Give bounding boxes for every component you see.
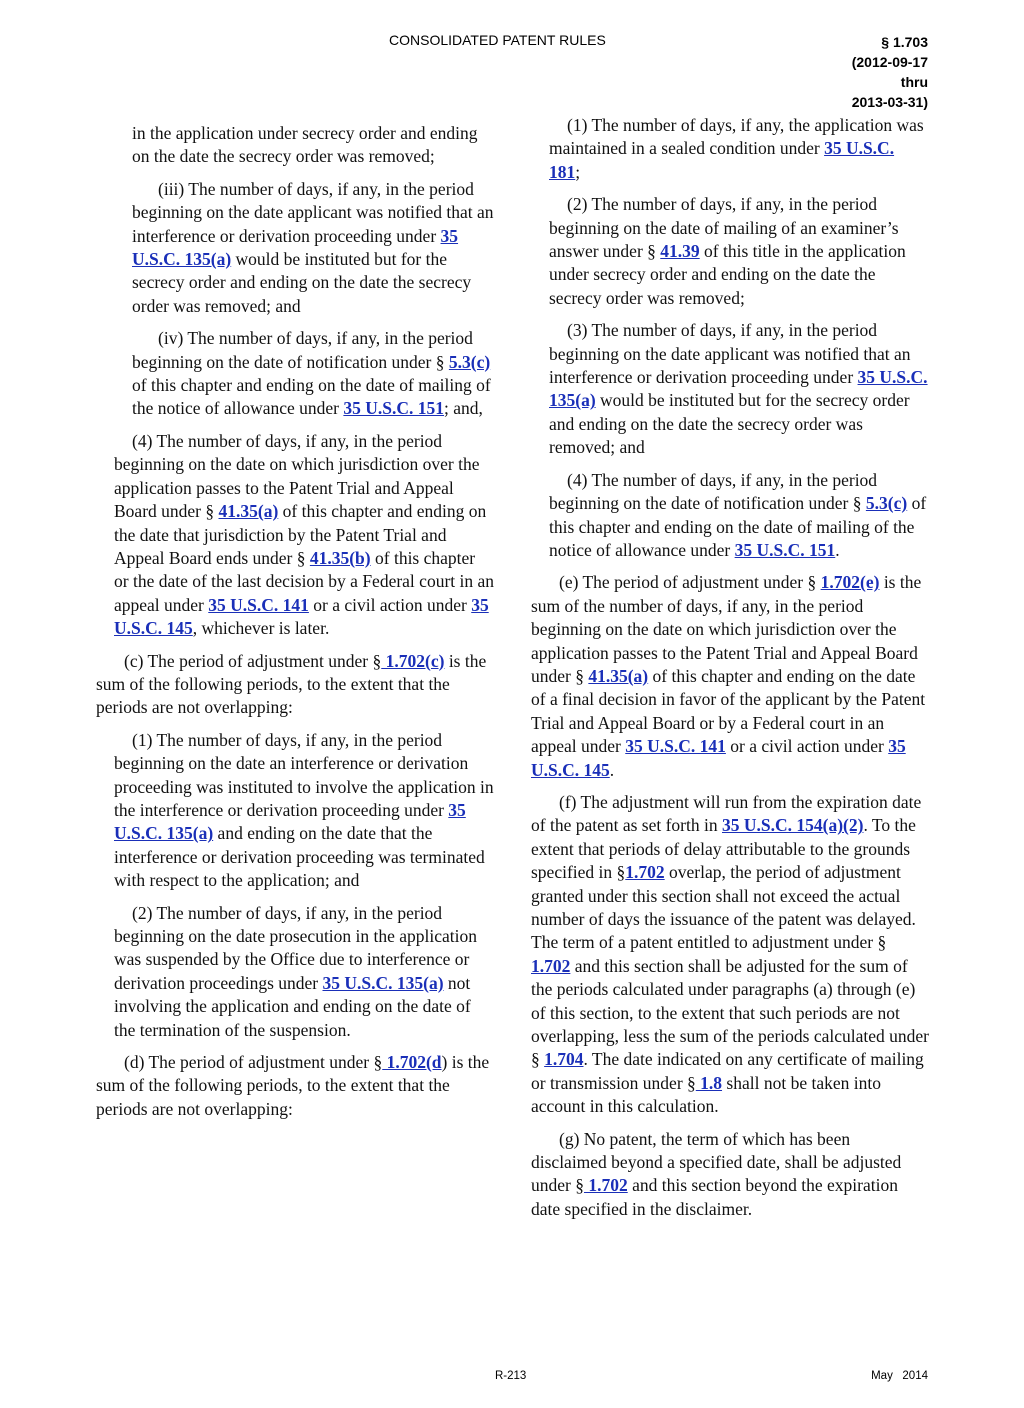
link-41-35a[interactable]: 41.35(a) (218, 501, 279, 522)
paragraph-c-1: (1) The number of days, if any, in the period beginning on the date an interference or derivation proceeding was instituted to involve the application in the interference or derivation proceeding under 35 U.S.C. 135(a) and ending on the date that the interference or derivation proceeding was terminated with respect to the application; and (114, 729, 494, 891)
link-41-39[interactable]: 41.39 (660, 241, 700, 262)
link-41-35b[interactable]: 41.35(b) (309, 547, 371, 568)
running-header-section (788, 32, 928, 112)
paragraph-f: (f) The adjustment will run from the expiration date of the patent as set forth in 35 U.S.C. 154(a)(2). To the extent that periods of delay attributable to the grounds specified in §1.702 overlap, the period of adjustment granted under this section shall not exceed the actual number of days the issuance of the patent was delayed. The term of a patent entitled to adjustment under § 1.702 and this section shall be adjusted for the sum of the periods calculated under paragraphs (a) through (e) of this section, to the extent that such periods are not overlapping, less the sum of the periods calculated under § 1.704. The date indicated on any certificate of mailing or transmission under § 1.8 shall not be taken into account in this calculation. (531, 791, 930, 1117)
running-header-title: CONSOLIDATED PATENT RULES (389, 32, 606, 48)
paragraph-e: (e) The period of adjustment under § 1.702(e) is the sum of the number of days, if any, in the period beginning on the date on which jurisdiction over the application passes to the Patent Trial and Appeal Board under § 41.35(a) of this chapter and ending on the date of a final decision in favor of the applicant by the Patent Trial and Appeal Board or by a Federal court in an appeal under 35 U.S.C. 141 or a civil action under 35 U.S.C. 145. (531, 572, 926, 780)
link-35-usc-151[interactable]: 35 U.S.C. 151 (734, 539, 836, 560)
page-number: R-213 (495, 1370, 527, 1382)
link-1-8[interactable]: 1.8 (695, 1072, 723, 1093)
version-date-thru: thru (900, 74, 928, 90)
link-35-usc-145[interactable]: 35 U.S.C. 145 (114, 594, 489, 639)
paragraph-d-1: (1) The number of days, if any, the application was maintained in a sealed condition under 35 U.S.C. 181; (549, 115, 924, 182)
paragraph-d-3: (3) The number of days, if any, in the period beginning on the date applicant was notified that an interference or derivation proceeding under 35 U.S.C. 135(a) would be instituted but for the secrecy order and ending on the date the secrecy order was removed; and (549, 320, 928, 458)
paragraph-c-2: (2) The number of days, if any, in the period beginning on the date prosecution in the application was suspended by the Office due to interference or derivation proceedings under 35 U.S.C. 135(a) not involving the application and ending on the date of the termination of the suspension. (114, 902, 478, 1040)
paragraph-d-2: (2) The number of days, if any, in the period beginning on the date of mailing of an examiner’s answer under § 41.39 of this title in the application under secrecy order and ending on the date the secrecy order was removed; (549, 194, 906, 308)
link-1-702[interactable]: 1.702 (531, 955, 571, 976)
link-5-3c[interactable]: 5.3(c) (448, 351, 491, 372)
section-number: § 1.703 (881, 34, 928, 50)
publication-date: May 2014 (871, 1370, 928, 1382)
link-35-usc-181[interactable]: 35 U.S.C. 181 (549, 138, 895, 182)
link-1-704[interactable]: 1.704 (544, 1049, 584, 1070)
link-35-usc-135a[interactable]: 35 U.S.C. 135(a) (549, 367, 928, 411)
version-date-from: (2012-09-17 (851, 54, 928, 70)
paragraph-4: (4) The number of days, if any, in the period beginning on the date on which jurisdiction over the application passes to the Patent Trial and Appeal Board under § 41.35(a) of this chapter and ending on the date that jurisdiction by the Patent Trial and Appeal Board ends under § 41.35(b) of this chapter or the date of the last decision by a Federal court in an appeal under 35 U.S.C. 141 or a civil action under 35 U.S.C. 145, whichever is later. (114, 430, 495, 639)
link-35-usc-151[interactable]: 35 U.S.C. 151 (343, 398, 445, 419)
right-column (531, 114, 929, 1230)
link-35-usc-145[interactable]: 35 U.S.C. 145 (531, 736, 906, 780)
link-35-usc-154a2[interactable]: 35 U.S.C. 154(a)(2) (722, 815, 864, 836)
link-35-usc-135a[interactable]: 35 U.S.C. 135(a) (132, 225, 459, 270)
left-column (96, 122, 494, 1130)
link-35-usc-141[interactable]: 35 U.S.C. 141 (625, 736, 726, 757)
link-1-702d[interactable]: 1.702(d (382, 1052, 442, 1073)
paragraph-iv: (iv) The number of days, if any, in the period beginning on the date of notification under § 5.3(c) of this chapter and ending on the date of mailing of the notice of allowance under 35 U.S.C. 151; and, (132, 328, 491, 419)
link-35-usc-141[interactable]: 35 U.S.C. 141 (208, 594, 309, 615)
link-35-usc-135a[interactable]: 35 U.S.C. 135(a) (114, 799, 466, 844)
paragraph-continuation: in the application under secrecy order and ending on the date the secrecy order was removed; (132, 123, 478, 167)
link-35-usc-135a[interactable]: 35 U.S.C. 135(a) (322, 972, 444, 993)
paragraph-d-4: (4) The number of days, if any, in the period beginning on the date of notification under § 5.3(c) of this chapter and ending on the date of mailing of the notice of allowance under 35 U.S.C. 151. (549, 469, 927, 560)
link-1-702c[interactable]: 1.702(c) (381, 650, 445, 671)
link-1-702[interactable]: 1.702 (583, 1175, 628, 1196)
link-1-702e[interactable]: 1.702(e) (820, 572, 880, 593)
paragraph-g: (g) No patent, the term of which has been disclaimed beyond a specified date, shall be adjusted under § 1.702 and this section beyond the expiration date specified in the disclaimer. (531, 1128, 902, 1219)
link-41-35a[interactable]: 41.35(a) (588, 665, 649, 686)
paragraph-d: (d) The period of adjustment under § 1.702(d) is the sum of the following periods, to the extent that the periods are not overlapping: (96, 1052, 490, 1119)
link-1-702[interactable]: 1.702 (625, 862, 665, 883)
paragraph-c: (c) The period of adjustment under § 1.702(c) is the sum of the following periods, to the extent that the periods are not overlapping: (96, 650, 487, 718)
paragraph-iii: (iii) The number of days, if any, in the period beginning on the date applicant was notified that an interference or derivation proceeding under 35 U.S.C. 135(a) would be instituted but for the secrecy order and ending on the date the secrecy order was removed; and (132, 178, 494, 316)
link-5-3c[interactable]: 5.3(c) (865, 493, 908, 514)
version-date-to: 2013-03-31) (851, 94, 928, 110)
